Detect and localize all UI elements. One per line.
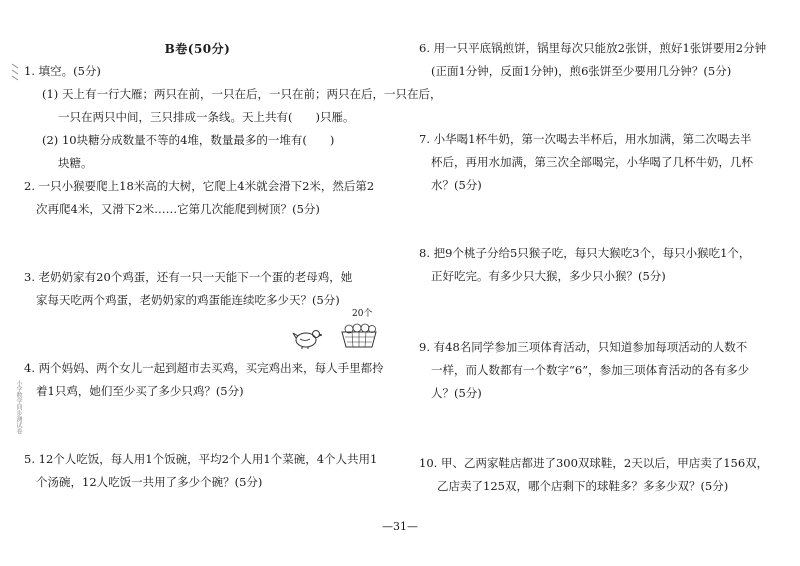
question-line: 5. 12个人吃饭，每人用1个饭碗，平均2个人用1个菜碗，4个人共用1	[24, 452, 378, 466]
question-5	[24, 448, 377, 494]
question-line: 块糖。	[58, 156, 93, 170]
question-9	[419, 336, 749, 405]
question-line: 10. 甲、乙两家鞋店都进了300双球鞋，2天以后，甲店卖了156双，	[419, 456, 769, 470]
question-7	[419, 128, 753, 197]
question-line: 乙店卖了125双，哪个店剩下的球鞋多？多多少双？(5分)	[437, 479, 729, 493]
question-line: 7. 小华喝1杯牛奶，第一次喝去半杯后，用水加满，第二次喝去半	[419, 132, 752, 146]
section-title: B卷(50分)	[164, 42, 231, 56]
question-8	[419, 242, 750, 288]
question-line: (正面1分钟，反面1分钟)，煎6张饼至少要用几分钟？(5分)	[431, 64, 732, 78]
hen-illustration	[292, 327, 322, 349]
basket-label: 20个	[352, 309, 373, 319]
question-line: 一样，而人数都有一个数字“6”，参加三项体育活动的各有多少	[431, 363, 750, 377]
question-line: 2. 一只小猴要爬上18米高的大树，它爬上4米就会滑下2米，然后第2	[24, 179, 375, 193]
question-line: (1) 天上有一行大雁；两只在前，一只在后，一只在前；两只在后，一只在后，	[42, 87, 442, 101]
question-1-part-2	[42, 129, 334, 175]
question-line: 4. 两个妈妈、两个女儿一起到超市去买鸡，买完鸡出来，每人手里都拎	[24, 361, 384, 375]
question-10	[419, 452, 768, 498]
question-line: 人？(5分)	[431, 386, 482, 400]
question-line: 个汤碗，12人吃饭一共用了多少个碗？(5分)	[36, 475, 263, 489]
question-line: 杯后，再用水加满，第三次全部喝完，小华喝了几杯牛奶，几杯	[431, 155, 753, 169]
egg-basket-illustration	[340, 316, 378, 350]
question-2	[24, 175, 374, 221]
question-line: 9. 有48名同学参加三项体育活动，只知道参加每项活动的人数不	[419, 340, 748, 354]
question-4	[24, 357, 384, 403]
question-6	[419, 37, 766, 83]
question-line: 6. 用一只平底锅煎饼，锅里每次只能放2张饼，煎好1张饼要用2分钟	[419, 41, 767, 55]
question-line: 3. 老奶奶家有20个鸡蛋，还有一只一天能下一个蛋的老母鸡，她	[24, 270, 353, 284]
question-line: (2) 10块糖分成数量不等的4堆，数量最多的一堆有( )	[42, 133, 335, 147]
question-line: 水？(5分)	[431, 178, 482, 192]
question-1-heading	[24, 60, 101, 83]
side-note: 小学数学同步测试卷	[15, 380, 22, 434]
question-line: 1. 填空。(5分)	[24, 64, 101, 78]
question-line: 次再爬4米，又滑下2米……它第几次能爬到树顶？(5分)	[36, 202, 320, 216]
question-3	[24, 266, 352, 312]
page-number: —31—	[382, 520, 418, 533]
binding-mark-top	[10, 62, 22, 86]
question-line: 一只在两只中间，三只排成一条线。天上共有( )只雁。	[58, 110, 355, 124]
question-line: 着1只鸡，她们至少买了多少只鸡？(5分)	[36, 384, 244, 398]
question-1-part-1	[42, 83, 441, 129]
question-line: 8. 把9个桃子分给5只猴子吃，每只大猴吃3个，每只小猴吃1个，	[419, 246, 751, 260]
question-line: 家每天吃两个鸡蛋，老奶奶家的鸡蛋能连续吃多少天？(5分)	[36, 293, 340, 307]
question-line: 正好吃完。有多少只大猴，多少只小猴？(5分)	[431, 269, 666, 283]
